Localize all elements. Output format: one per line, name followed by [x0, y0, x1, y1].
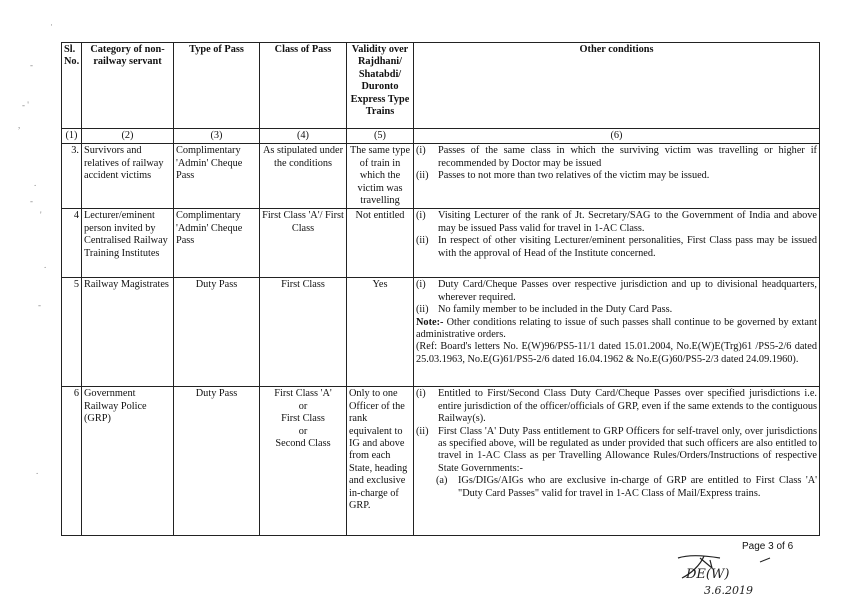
scan-edge-marks: · - - ' , . - ' . - . — [18, 20, 53, 476]
condition-item: (ii) In respect of other visiting Lecturer/eminent personalities, First Class pass may be issued with the approval of Head of the Institute concerned. — [416, 235, 817, 259]
row-category: Railway Magistrates — [82, 278, 174, 387]
note: Note:- Other conditions relating to issue of such passes shall continue to be governed by extant administrative orders. — [416, 316, 817, 341]
header-other-conditions: Other conditions — [414, 43, 820, 129]
condition-item: (i) Passes of the same class in which the surviving victim was travelling or higher if recommended by Doctor may be issued — [416, 145, 817, 169]
row-sl-no: 6 — [62, 387, 82, 536]
column-number: (5) — [347, 129, 414, 144]
column-number: (1) — [62, 129, 82, 144]
table-row — [62, 209, 820, 278]
handwritten-date: 3.6.2019 — [704, 584, 753, 596]
row-type-of-pass: Complimentary 'Admin' Cheque Pass — [174, 144, 260, 209]
condition-item: (i) Duty Card/Cheque Passes over respective jurisdiction and up to divisional headquarters, wherever required. — [416, 279, 817, 303]
page-number: Page 3 of 6 — [742, 541, 794, 552]
column-number: (3) — [174, 129, 260, 144]
row-class-of-pass: First Class 'A' or First Class or Second Class — [260, 387, 347, 536]
column-number: (4) — [260, 129, 347, 144]
header-sl-no: Sl. No. — [62, 43, 82, 129]
row-sl-no: 4 — [62, 209, 82, 278]
row-conditions — [414, 144, 820, 209]
column-number: (2) — [82, 129, 174, 144]
row-sl-no: 5 — [62, 278, 82, 387]
row-sl-no: 3. — [62, 144, 82, 209]
row-conditions — [414, 278, 820, 387]
header-validity: Validity over Rajdhani/ Shatabdi/ Duronto Express Type Trains — [347, 43, 414, 129]
handwritten-initials: DE(W) — [686, 567, 730, 582]
row-conditions — [414, 209, 820, 278]
row-conditions — [414, 387, 820, 536]
row-type-of-pass: Duty Pass — [174, 387, 260, 536]
condition-item: (ii) No family member to be included in the Duty Card Pass. — [416, 304, 673, 316]
header-type-of-pass: Type of Pass — [174, 43, 260, 129]
condition-item: (ii) First Class 'A' Duty Pass entitlement to GRP Officers for self-travel only, over jurisdictions as specified above, will be regulated as under provided that such officers are also entitled to travel in 1-AC Class as per Travelling Allowance Rules/Orders/Instructions of respective State Governments:- — [416, 425, 817, 474]
row-category: Government Railway Police (GRP) — [82, 387, 174, 536]
row-category: Survivors and relatives of railway accident victims — [82, 144, 174, 209]
row-class-of-pass: First Class — [260, 278, 347, 387]
sub-condition-item: (a) IGs/DIGs/AIGs who are exclusive in-charge of GRP are entitled to First Class 'A' "Duty Card Passes" valid for travel in 1-AC Class of Mail/Express trains. — [436, 475, 817, 499]
reference: (Ref: Board's letters No. E(W)96/PS5-11/1 dated 15.01.2004, No.E(W)E(Trg)61 /PS5-2/6 dated 25.03.1963, No.E(G)61/PS5-2/6 dated 16.04.1962 & No.E(G)60/PS5-2/3 dated 24.09.1960). — [416, 341, 817, 365]
row-class-of-pass: As stipulated under the conditions — [260, 144, 347, 209]
table-row — [62, 387, 820, 536]
row-type-of-pass: Complimentary 'Admin' Cheque Pass — [174, 209, 260, 278]
header-row — [62, 43, 820, 129]
row-type-of-pass: Duty Pass — [174, 278, 260, 387]
table-row — [62, 278, 820, 387]
condition-item: (i) Entitled to First/Second Class Duty Card/Cheque Passes over specified jurisdictions i.e. entire jurisdiction of the officer/officials of GRP, even if the same extends to the contiguous Railway(s). — [416, 388, 817, 425]
row-validity: Only to one Officer of the rank equivalent to IG and above from each State, heading and exclusive in-charge of GRP. — [347, 387, 414, 536]
row-validity: Yes — [347, 278, 414, 387]
handwritten-signature — [660, 548, 790, 596]
column-number: (6) — [414, 129, 820, 144]
condition-item: (i) Visiting Lecturer of the rank of Jt. Secretary/SAG to the Government of India and above may be issued Pass valid for travel in 1-AC Class. — [416, 210, 817, 234]
row-category: Lecturer/eminent person invited by Centralised Railway Training Institutes — [82, 209, 174, 278]
row-class-of-pass: First Class 'A'/ First Class — [260, 209, 347, 278]
pass-conditions-table — [61, 42, 820, 536]
row-validity: The same type of train in which the victim was travelling — [347, 144, 414, 209]
header-category: Category of non-railway servant — [82, 43, 174, 129]
column-number-row — [62, 129, 820, 144]
condition-item: (ii) Passes to not more than two relatives of the victim may be issued. — [416, 170, 710, 182]
header-class-of-pass: Class of Pass — [260, 43, 347, 129]
table-row — [62, 144, 820, 209]
row-validity: Not entitled — [347, 209, 414, 278]
